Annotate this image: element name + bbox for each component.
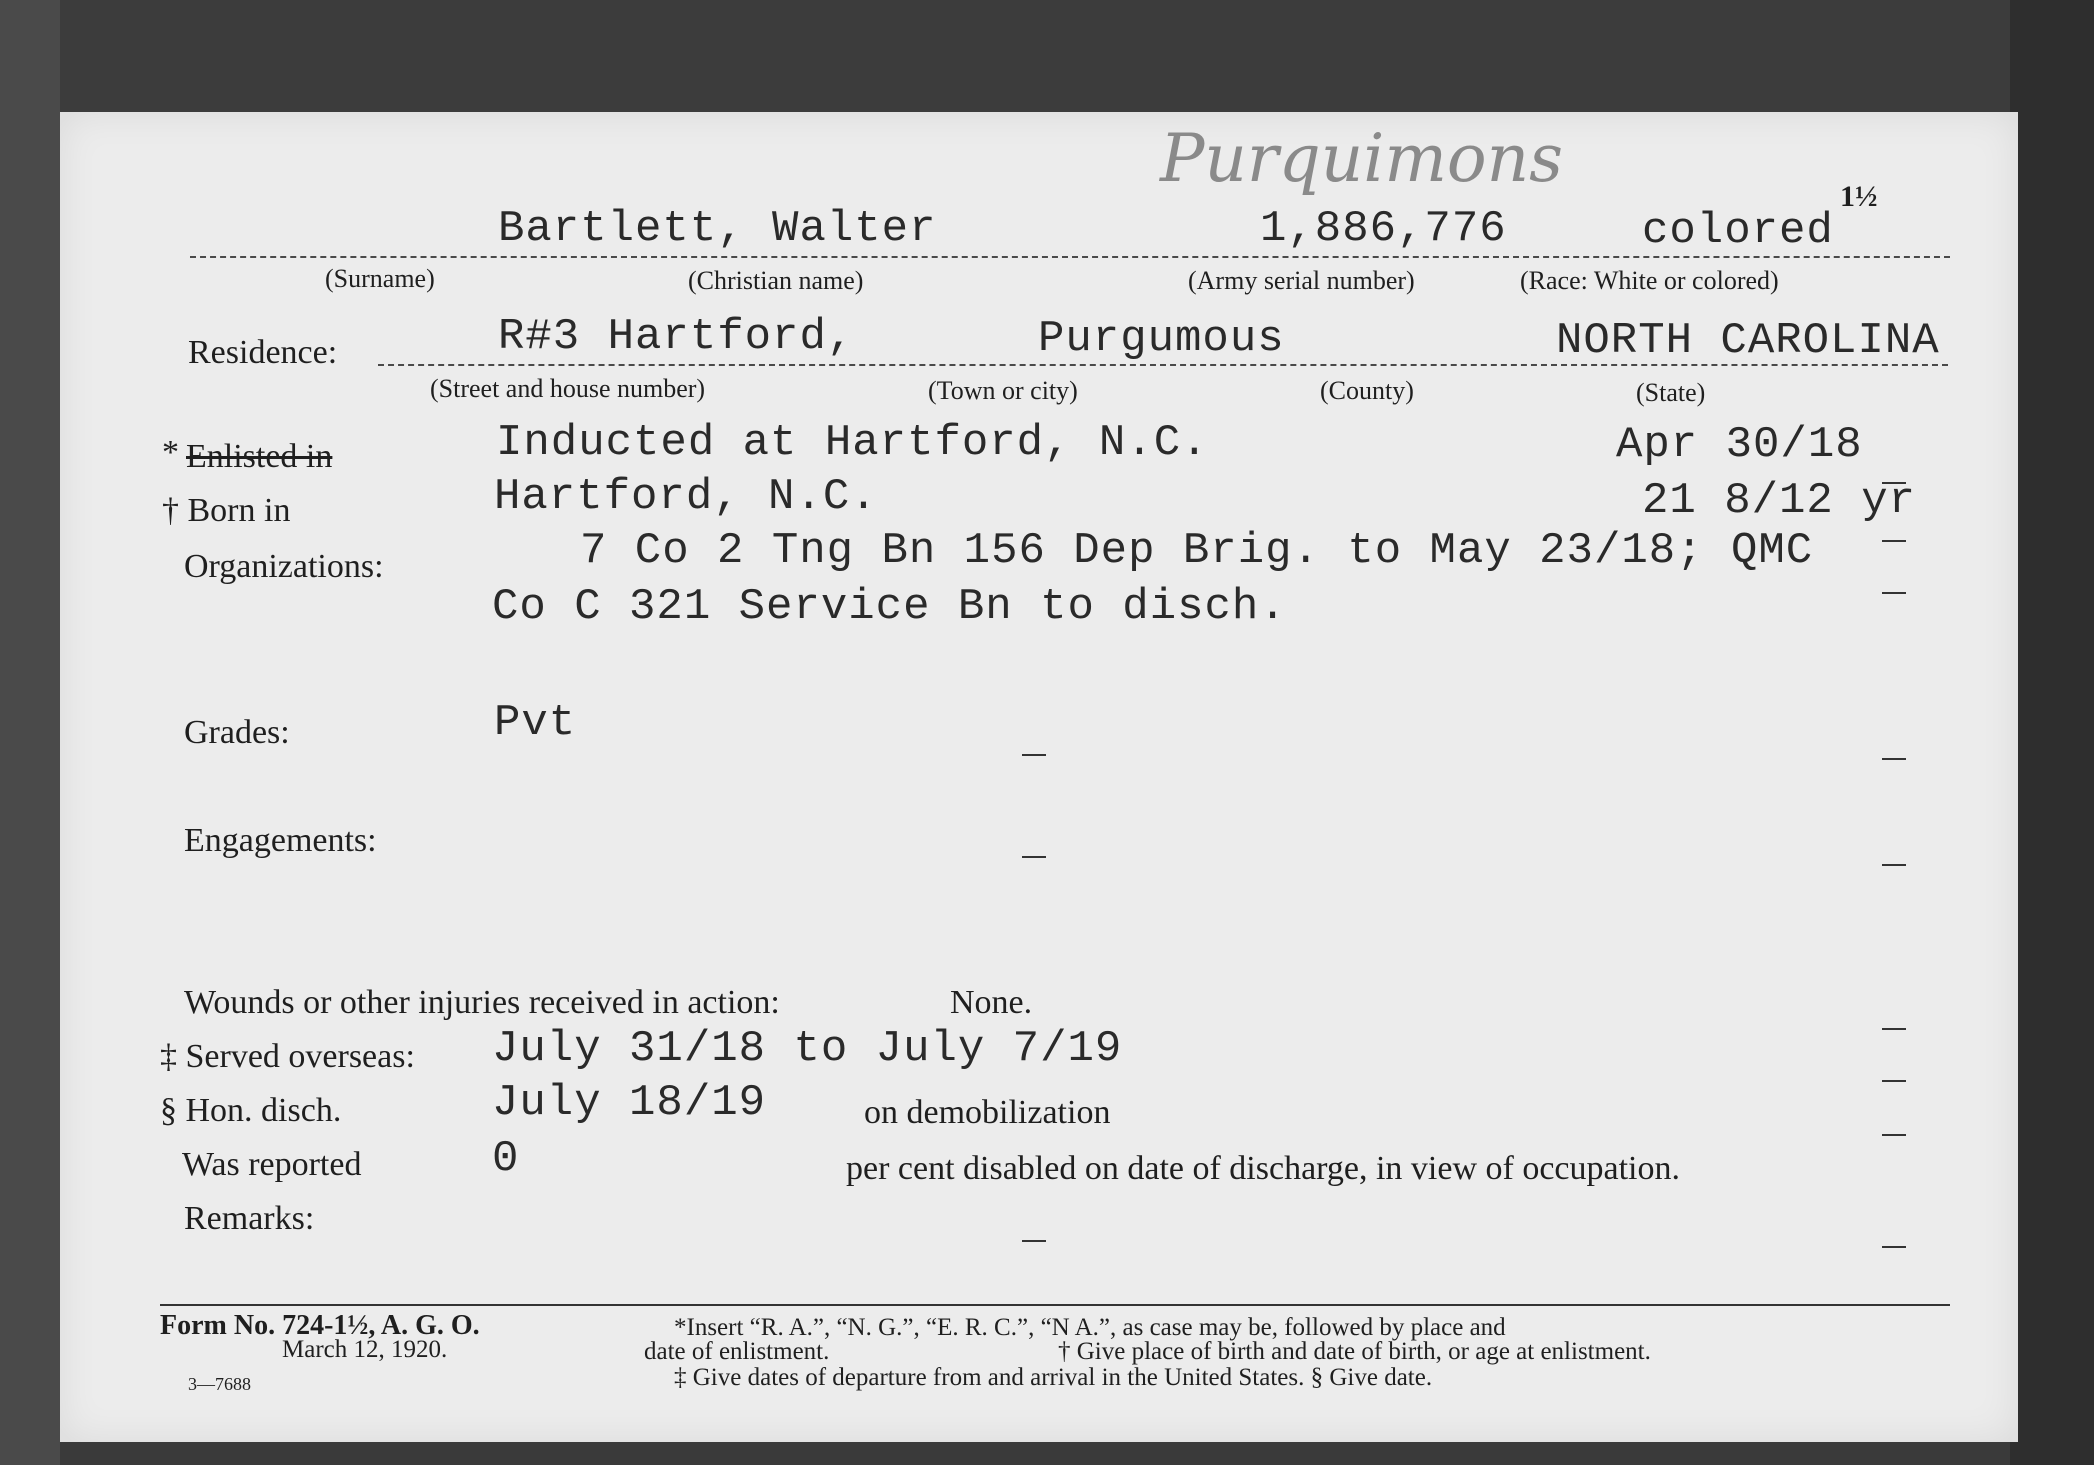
reported-note: per cent disabled on date of discharge, in view of occupation.: [846, 1150, 1680, 1187]
caption-town: (Town or city): [928, 376, 1078, 405]
grades-value: Pvt: [494, 698, 577, 748]
caption-race: (Race: White or colored): [1520, 266, 1779, 295]
record-card: [60, 112, 2018, 1442]
overseas-label: ‡ Served overseas:: [160, 1038, 415, 1075]
hon-disch-value: July 18/19: [492, 1078, 767, 1128]
name-line: [190, 256, 1950, 258]
margin-tick: [1882, 1134, 1906, 1136]
footnote-insert: *Insert “R. A.”, “N. G.”, “E. R. C.”, “N A.”, as case may be, followed by place and: [674, 1314, 1506, 1341]
footnote-overseas: ‡ Give dates of departure from and arrival in the United States. § Give date.: [674, 1364, 1433, 1391]
surname-name-value: Bartlett, Walter: [498, 204, 937, 254]
margin-tick: [1882, 482, 1906, 484]
caption-surname: (Surname): [325, 264, 435, 293]
background-left: [0, 0, 60, 1465]
residence-label: Residence:: [188, 334, 338, 371]
caption-christian: (Christian name): [688, 266, 864, 295]
enlisted-date: Apr 30/18: [1616, 420, 1863, 470]
enlisted-label-mark: *: [162, 434, 179, 471]
margin-tick: [1022, 1240, 1046, 1242]
organizations-line2: Co C 321 Service Bn to disch.: [492, 582, 1287, 632]
wounds-value: None.: [950, 984, 1033, 1021]
hon-disch-note: on demobilization: [864, 1094, 1111, 1131]
margin-tick: [1882, 1246, 1906, 1248]
background-top: [0, 0, 2094, 115]
born-age: 21 8/12 yr: [1642, 476, 1917, 526]
organizations-line1: 7 Co 2 Tng Bn 156 Dep Brig. to May 23/18; QMC: [580, 526, 1814, 576]
margin-tick: [1882, 540, 1906, 542]
remarks-label: Remarks:: [184, 1200, 315, 1237]
caption-state: (State): [1636, 378, 1706, 407]
race-value: colored: [1642, 206, 1834, 256]
overseas-value: July 31/18 to July 7/19: [492, 1024, 1123, 1074]
margin-tick: [1882, 758, 1906, 760]
enlisted-value: Inducted at Hartford, N.C.: [496, 418, 1209, 468]
wounds-label: Wounds or other injuries received in action:: [184, 984, 780, 1021]
footnote-insert-cont: date of enlistment.: [644, 1338, 830, 1365]
footnote-birth: † Give place of birth and date of birth, or age at enlistment.: [1058, 1338, 1651, 1365]
reported-label: Was reported: [182, 1146, 362, 1183]
margin-tick: [1882, 864, 1906, 866]
born-value: Hartford, N.C.: [494, 472, 878, 522]
margin-tick: [1882, 1080, 1906, 1082]
margin-tick: [1882, 592, 1906, 594]
margin-tick: [1022, 856, 1046, 858]
form-code: 3—7688: [188, 1374, 251, 1394]
residence-street: R#3 Hartford,: [498, 312, 855, 362]
reported-value: 0: [492, 1134, 520, 1184]
caption-serial: (Army serial number): [1188, 266, 1415, 295]
organizations-label: Organizations:: [184, 548, 384, 585]
grades-label: Grades:: [184, 714, 290, 751]
margin-tick: [1022, 754, 1046, 756]
residence-town: Purgumous: [1038, 314, 1285, 364]
background-right: [2010, 0, 2094, 1465]
enlisted-label: Enlisted in: [186, 438, 333, 475]
caption-street: (Street and house number): [430, 374, 706, 403]
hon-disch-label: § Hon. disch.: [160, 1092, 342, 1129]
residence-state: NORTH CAROLINA: [1556, 316, 1940, 366]
serial-value: 1,886,776: [1260, 204, 1507, 254]
corner-mark: 1½: [1840, 180, 1878, 213]
born-label: † Born in: [162, 492, 291, 529]
footer-rule: [160, 1304, 1950, 1306]
residence-line: [378, 364, 1948, 366]
engagements-label: Engagements:: [184, 822, 377, 859]
caption-county: (County): [1320, 376, 1414, 405]
handwritten-county: Purquimons: [1160, 120, 1564, 197]
form-number: Form No. 724-1½, A. G. O.: [160, 1310, 480, 1341]
margin-tick: [1882, 1028, 1906, 1030]
form-date: March 12, 1920.: [282, 1336, 448, 1363]
